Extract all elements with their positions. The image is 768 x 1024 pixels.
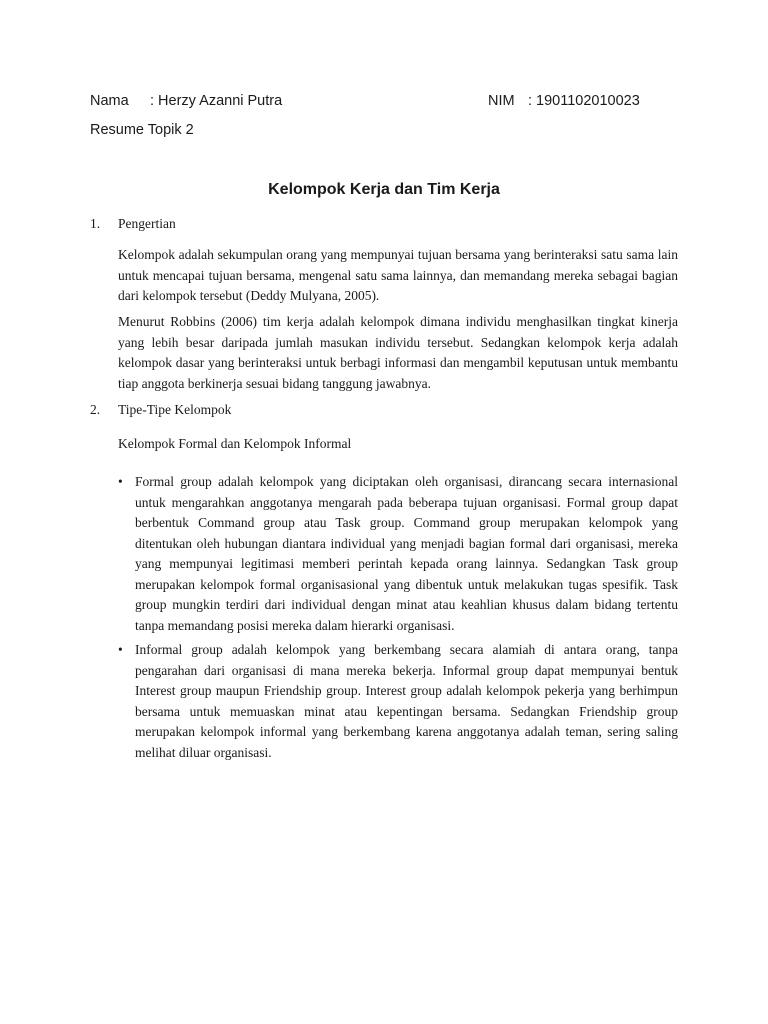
section-heading: Pengertian bbox=[118, 216, 176, 231]
bullet-icon: • bbox=[118, 642, 123, 657]
nim-value: : 1901102010023 bbox=[528, 93, 640, 109]
document-title: Kelompok Kerja dan Tim Kerja bbox=[268, 181, 500, 198]
section-number: 1. bbox=[90, 216, 101, 231]
subsection-heading: Kelompok Formal dan Kelompok Informal bbox=[118, 436, 352, 451]
list-item bbox=[118, 472, 678, 636]
section-heading: Tipe-Tipe Kelompok bbox=[118, 402, 232, 417]
bullet-list bbox=[118, 472, 678, 767]
resume-topic-label: Resume Topik 2 bbox=[90, 122, 194, 138]
paragraph: Kelompok adalah sekumpulan orang yang mempunyai tujuan bersama yang berinteraksi satu sama lain untuk mencapai tujuan bersama, mengenal satu sama lainnya, dan memandang mereka sebagai bagian dari kelompok tersebut (Deddy Mulyana, 2005). bbox=[118, 247, 678, 303]
bullet-icon: • bbox=[118, 474, 123, 489]
nim-label: NIM bbox=[488, 93, 515, 109]
paragraph: Menurut Robbins (2006) tim kerja adalah kelompok dimana individu menghasilkan tingkat kinerja yang lebih besar daripada jumlah masukan individu tersebut. Sedangkan kelompok kerja adalah kelompok dasar yang berinteraksi untuk berbagi informasi dan mengambil keputusan untuk membantu tiap anggota berkinerja sesuai bidang tanggung jawabnya. bbox=[118, 314, 678, 391]
list-item-text: Formal group adalah kelompok yang diciptakan oleh organisasi, dirancang secara internasional untuk mengarahkan anggotanya mengarah pada beberapa tujuan organisasi. Formal group dapat berbentuk Command group atau Task group. Command group merupakan kelompok yang ditentukan oleh hubungan diantara individual yang menjadi bagian formal dari organisasi, mereka yang mempunyai legitimasi memberi perintah kepada orang lainnya. Sedangkan Task group merupakan kelompok formal organisasional yang dibentuk untuk melakukan tugas spesifik. Task group mungkin terdiri dari individual dengan minat atau keahlian khusus dalam bidang tertentu tanpa memandang posisi mereka dalam hierarki organisasi. bbox=[135, 474, 678, 633]
name-label: Nama bbox=[90, 93, 129, 109]
name-value: : Herzy Azanni Putra bbox=[150, 93, 283, 109]
list-item bbox=[118, 640, 678, 763]
student-info-row bbox=[90, 93, 690, 113]
section-number: 2. bbox=[90, 402, 101, 417]
list-item-text: Informal group adalah kelompok yang berkembang secara alamiah di antara orang, tanpa pengarahan dari organisasi di mana mereka bekerja. Informal group dapat mempunyai bentuk Interest group maupun Friendship group. Interest group adalah kelompok pekerja yang berhimpun bersama untuk memuaskan minat atau kepentingan bersama. Sedangkan Friendship group merupakan kelompok informal yang berkembang karena anggotanya adalah teman, sering saling melihat diluar organisasi. bbox=[135, 642, 678, 760]
